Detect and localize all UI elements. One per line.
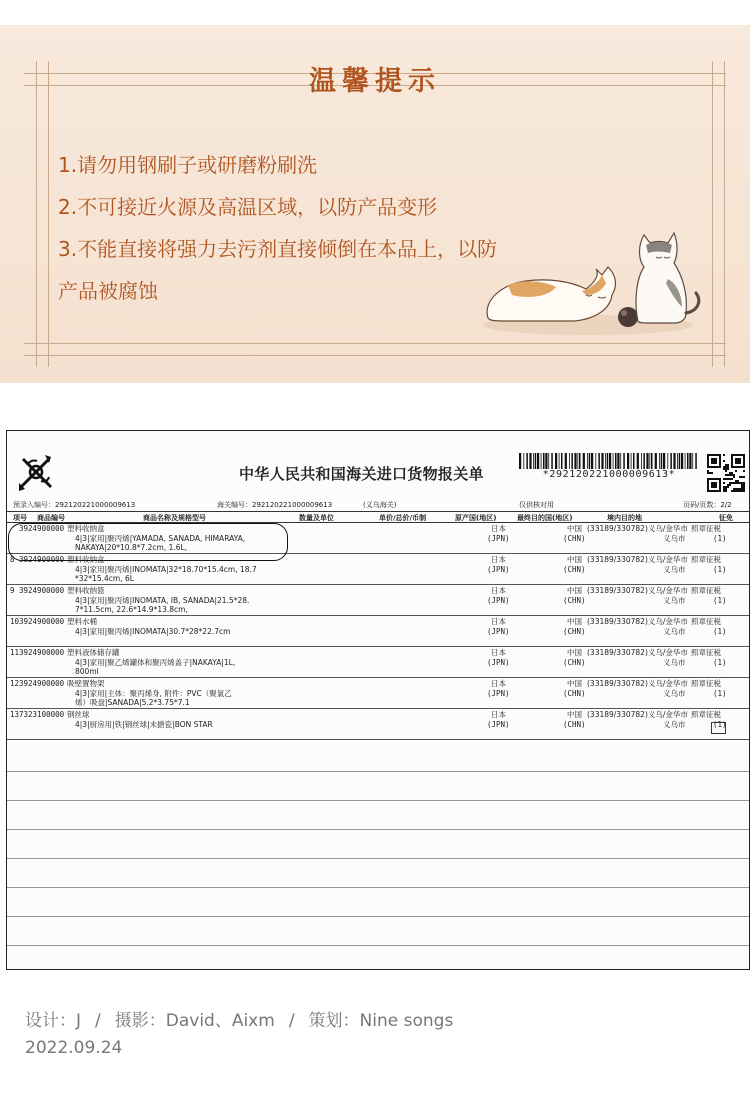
col-code: 商品编号 <box>37 514 65 522</box>
frame-line-right-inner <box>724 61 725 367</box>
item-dest: 中国 <box>567 524 582 533</box>
checkbox <box>711 722 726 734</box>
col-item-no: 项号 <box>13 514 27 522</box>
item-domestic: (33189/330782)义乌/金华市 <box>587 524 688 533</box>
item-name: 吸壁置物架 <box>67 679 105 688</box>
item-spec: 4|3|家用|聚丙烯|YAMADA, SANADA, HIMARAYA, <box>75 534 246 543</box>
item-origin: 日本 <box>491 679 506 688</box>
item-levy: 照章征税 <box>691 710 721 719</box>
item-levy-code: (1) <box>713 565 727 574</box>
item-dest: 中国 <box>567 586 582 595</box>
credit-separator-1: / <box>95 1011 101 1031</box>
item-dest: 中国 <box>567 617 582 626</box>
item-origin-code: (JPN) <box>487 627 510 636</box>
page-count: 页码/页数：2/2 <box>683 501 732 509</box>
item-no: 13 <box>10 710 20 719</box>
notice-line-2: 2.不可接近火源及高温区域，以防产品变形 <box>58 195 438 219</box>
notice-line-4: 产品被腐蚀 <box>58 279 158 303</box>
item-origin-code: (JPN) <box>487 720 510 729</box>
notice-title: 温馨提示 <box>309 66 441 97</box>
item-no: 12 <box>10 679 20 688</box>
credits-line <box>25 1006 453 1031</box>
item-name: 塑料水桶 <box>67 617 97 626</box>
item-domestic: (33189/330782)义乌/金华市 <box>587 710 688 719</box>
item-levy-code: (1) <box>713 720 727 729</box>
frame-line-bottom-inner <box>24 355 726 356</box>
empty-row-line <box>7 858 750 859</box>
frame-line-right <box>712 61 713 367</box>
item-domestic-2: 义乌市 <box>663 689 686 698</box>
col-name: 商品名称及规格型号 <box>143 514 206 522</box>
row-divider <box>7 677 750 678</box>
notice-panel <box>0 25 750 383</box>
row-divider <box>7 646 750 647</box>
item-code: 3924900000 <box>19 648 65 657</box>
item-origin: 日本 <box>491 586 506 595</box>
item-name: 塑料收纳盒 <box>67 555 105 564</box>
item-dest: 中国 <box>567 555 582 564</box>
item-dest-code: (CHN) <box>563 534 586 543</box>
credit-separator-2: / <box>288 1011 295 1031</box>
date: 2022.09.24 <box>25 1038 123 1058</box>
item-domestic-2: 义乌市 <box>663 627 686 636</box>
item-spec: 4|3|家用|聚丙烯|INOMATA|32*18.70*15.4cm, 18.7 <box>75 565 257 574</box>
empty-row-line <box>7 829 750 830</box>
customs-office: (义乌海关) <box>363 501 397 509</box>
item-name: 塑料收纳篮 <box>67 586 105 595</box>
form-title: 中华人民共和国海关进口货物报关单 <box>239 465 484 483</box>
col-domestic: 境内目的地 <box>607 514 642 522</box>
item-dest: 中国 <box>567 648 582 657</box>
empty-row-line <box>7 916 750 917</box>
item-spec: 4|3|家用|主体：聚丙烯身, 附件：PVC（聚氯乙 <box>75 689 232 698</box>
item-levy-code: (1) <box>713 627 727 636</box>
item-dest-code: (CHN) <box>563 689 586 698</box>
item-origin: 日本 <box>491 648 506 657</box>
notice-line-1: 1.请勿用钢刷子或研磨粉刷洗 <box>58 153 318 177</box>
frame-line-bottom <box>24 343 726 344</box>
item-domestic: (33189/330782)义乌/金华市 <box>587 648 688 657</box>
item-spec: 烯）吸盘|SANADA|5.2*3.75*7.1 <box>75 698 190 707</box>
item-domestic-2: 义乌市 <box>663 596 686 605</box>
item-dest: 中国 <box>567 679 582 688</box>
header-rule-top <box>7 511 750 512</box>
item-domestic-2: 义乌市 <box>663 565 686 574</box>
item-levy-code: (1) <box>713 658 727 667</box>
item-spec: 4|3|家用|聚乙烯罐体和聚丙烯盖子|NAKAYA|1L, <box>75 658 236 667</box>
item-no: 9 <box>10 586 15 595</box>
item-code: 3924900000 <box>19 617 65 626</box>
barcode-number: *292120221000009613* <box>519 469 699 480</box>
empty-row-line <box>7 887 750 888</box>
pre-entry-number: 预录入编号：292120221000009613 <box>13 501 136 509</box>
item-origin: 日本 <box>491 555 506 564</box>
item-dest-code: (CHN) <box>563 627 586 636</box>
item-domestic: (33189/330782)义乌/金华市 <box>587 617 688 626</box>
highlight-circle <box>8 523 288 561</box>
col-qty: 数量及单位 <box>299 514 334 522</box>
item-origin-code: (JPN) <box>487 658 510 667</box>
item-spec: 4|3|家用|聚丙烯|INOMATA, IB, SANADA|21.5*28. <box>75 596 250 605</box>
credit-planning: 策划：Nine songs <box>308 1011 454 1031</box>
item-origin-code: (JPN) <box>487 534 510 543</box>
item-domestic-2: 义乌市 <box>663 658 686 667</box>
notice-line-3: 3.不能直接将强力去污剂直接倾倒在本品上，以防 <box>58 237 498 261</box>
item-name: 塑料液体储存罐 <box>67 648 120 657</box>
col-levy: 征免 <box>719 514 733 522</box>
credit-photo: 摄影：David、Aixm <box>114 1011 275 1031</box>
item-levy: 照章征税 <box>691 524 721 533</box>
verification-note: 仅供核对用 <box>519 501 554 509</box>
item-name: 钢丝球 <box>67 710 90 719</box>
item-no: 8 <box>10 555 15 564</box>
col-origin: 原产国(地区) <box>455 514 497 522</box>
item-code: 3924900000 <box>19 586 65 595</box>
item-domestic-2: 义乌市 <box>663 720 686 729</box>
item-origin: 日本 <box>491 524 506 533</box>
item-dest-code: (CHN) <box>563 565 586 574</box>
item-origin-code: (JPN) <box>487 596 510 605</box>
cats-illustration <box>478 223 708 343</box>
item-spec: 4|3|家用|聚丙烯|INOMATA|30.7*28*22.7cm <box>75 627 231 636</box>
customs-number: 海关编号：292120221000009613 <box>217 501 333 509</box>
qrcode-icon <box>707 454 745 492</box>
item-spec: 4|3|厨房用|铁|钢丝球|未搪瓷|BON STAR <box>75 720 213 729</box>
item-origin-code: (JPN) <box>487 565 510 574</box>
item-dest-code: (CHN) <box>563 658 586 667</box>
item-levy-code: (1) <box>713 596 727 605</box>
item-code: 7323100000 <box>19 710 65 719</box>
row-divider <box>7 615 750 616</box>
item-dest: 中国 <box>567 710 582 719</box>
item-dest-code: (CHN) <box>563 720 586 729</box>
item-domestic: (33189/330782)义乌/金华市 <box>587 555 688 564</box>
item-code: 3924900000 <box>19 524 65 533</box>
item-levy: 照章征税 <box>691 555 721 564</box>
item-levy: 照章征税 <box>691 648 721 657</box>
item-no: 11 <box>10 648 20 657</box>
item-levy-code: (1) <box>713 689 727 698</box>
item-code: 3924900000 <box>19 679 65 688</box>
item-levy: 照章征税 <box>691 679 721 688</box>
empty-row-line <box>7 771 750 772</box>
empty-row-line <box>7 945 750 946</box>
item-levy: 照章征税 <box>691 617 721 626</box>
row-divider <box>7 708 750 709</box>
customs-declaration-form <box>6 430 750 970</box>
row-divider <box>7 584 750 585</box>
item-code: 3924900000 <box>19 555 65 564</box>
item-spec: 800ml <box>75 667 99 676</box>
item-spec: NAKAYA|20*10.8*7.2cm, 1.6L, <box>75 543 188 552</box>
item-dest-code: (CHN) <box>563 596 586 605</box>
customs-emblem-icon <box>15 451 57 493</box>
item-name: 塑料收纳盒 <box>67 524 105 533</box>
item-origin-code: (JPN) <box>487 689 510 698</box>
item-origin: 日本 <box>491 710 506 719</box>
frame-line-left <box>36 61 37 367</box>
col-price: 单价/总价/币制 <box>379 514 427 522</box>
frame-line-left-inner <box>48 61 49 367</box>
credit-design: 设计：J <box>25 1011 82 1031</box>
item-domestic: (33189/330782)义乌/金华市 <box>587 679 688 688</box>
item-origin: 日本 <box>491 617 506 626</box>
item-levy: 照章征税 <box>691 586 721 595</box>
item-levy-code: (1) <box>713 534 727 543</box>
col-dest: 最终目的国(地区) <box>517 514 573 522</box>
item-no: 10 <box>10 617 20 626</box>
empty-row-line <box>7 800 750 801</box>
item-domestic: (33189/330782)义乌/金华市 <box>587 586 688 595</box>
row-divider <box>7 739 750 740</box>
item-spec: 7*11.5cm, 22.6*14.9*13.8cm, <box>75 605 188 614</box>
item-domestic-2: 义乌市 <box>663 534 686 543</box>
item-spec: *32*15.4cm, 6L <box>75 574 134 583</box>
